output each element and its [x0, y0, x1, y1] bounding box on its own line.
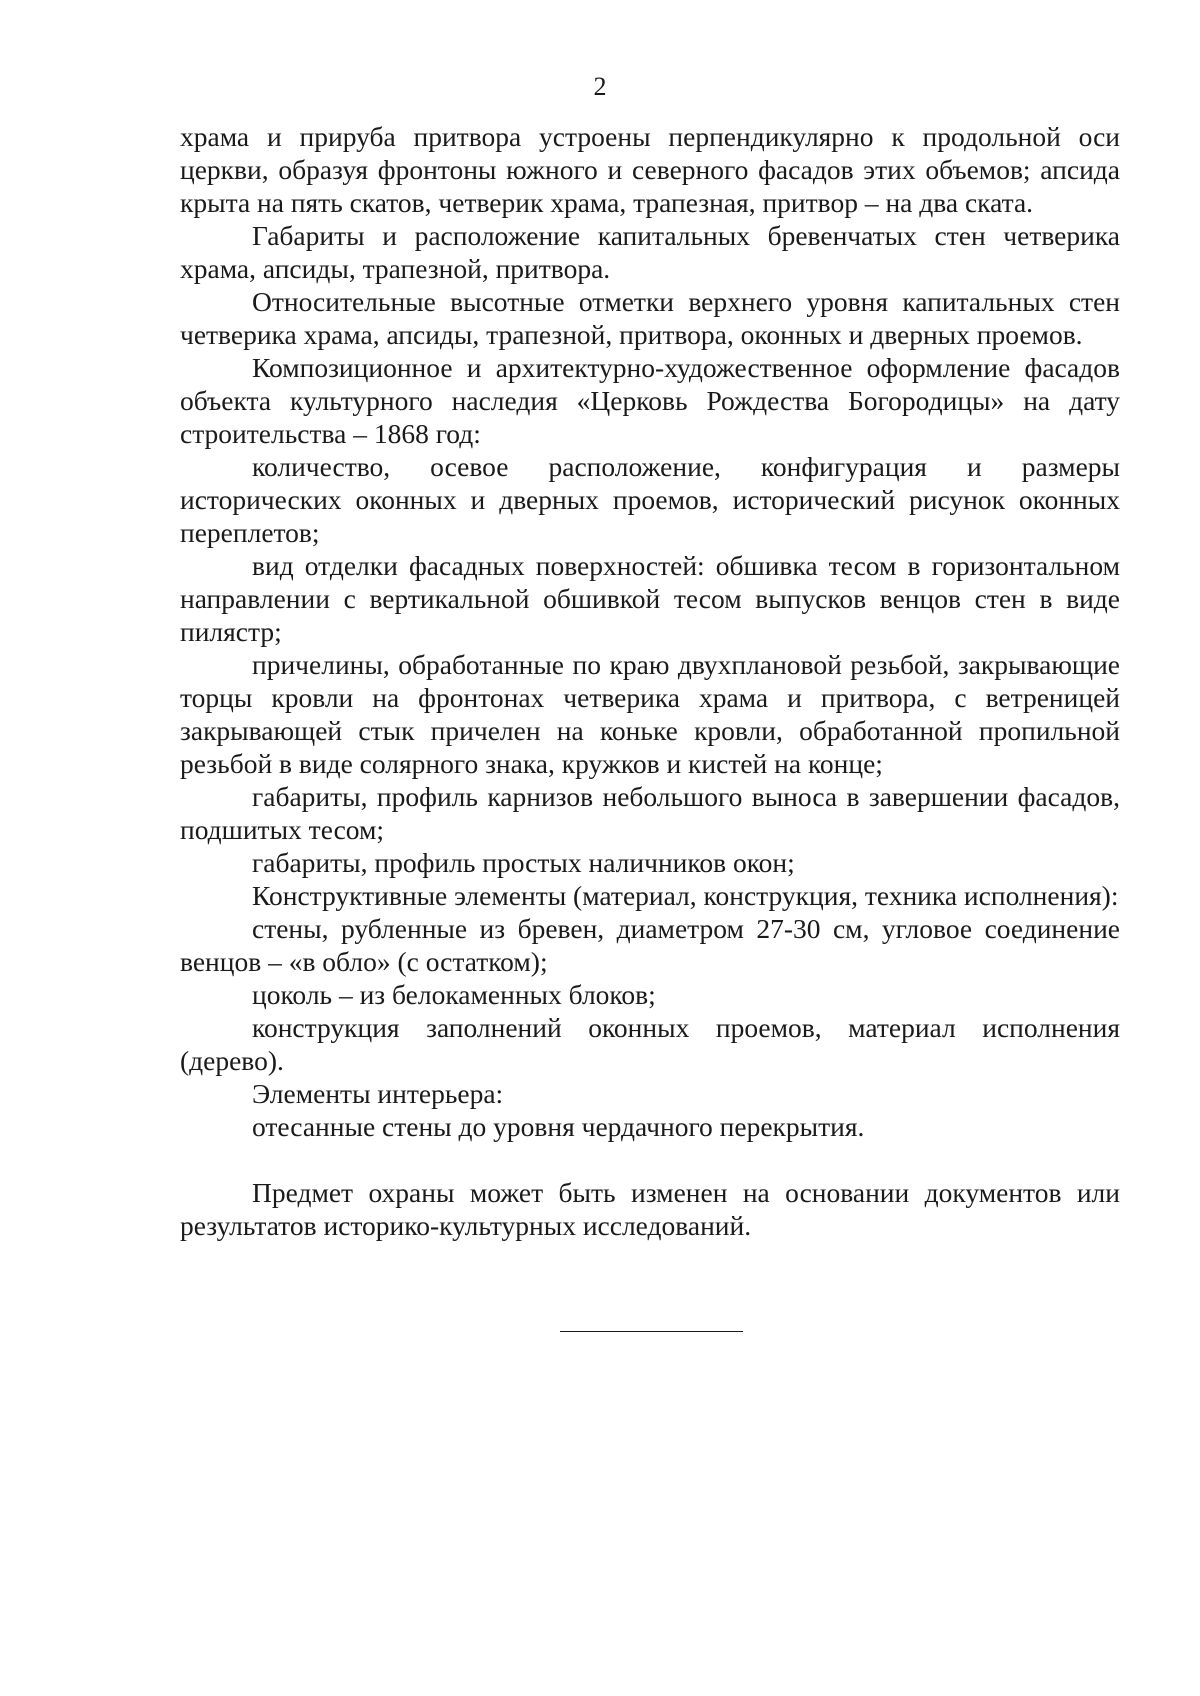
paragraph-hewn-walls: отесанные стены до уровня чердачного перекрытия. — [252, 1111, 865, 1142]
paragraph-structural-elements: Конструктивные элементы (материал, конструкция, техника исполнения): — [252, 880, 1119, 911]
paragraph-continuation: храма и прируба притвора устроены перпендикулярно к продольной оси церкви, образуя фронтоны южного и северного фасадов этих объемов; апсида крыта на пять скатов, четверик храма, трапезная, притвор – на два ската. — [180, 121, 1120, 218]
document-body — [180, 120, 1120, 1242]
paragraph-cornices: габариты, профиль карнизов небольшого выноса в завершении фасадов, подшитых тесом; — [180, 781, 1120, 845]
end-of-document-rule — [560, 1331, 743, 1332]
paragraph-plinth: цоколь – из белокаменных блоков; — [252, 979, 656, 1010]
paragraph-height-marks: Относительные высотные отметки верхнего уровня капитальных стен четверика храма, апсиды, трапезной, притвора, оконных и дверных проемов. — [180, 286, 1120, 350]
paragraph-log-walls: стены, рубленные из бревен, диаметром 27-30 см, угловое соединение венцов – «в обло» (с остатком); — [180, 913, 1120, 977]
paragraph-dimensions-walls: Габариты и расположение капитальных бревенчатых стен четверика храма, апсиды, трапезной, притвора. — [180, 220, 1120, 284]
paragraph-interior-heading: Элементы интерьера: — [252, 1078, 504, 1109]
paragraph-window-trim: габариты, профиль простых наличников окон; — [252, 847, 795, 878]
paragraph-barge-boards: причелины, обработанные по краю двухплановой резьбой, закрывающие торцы кровли на фронтонах четверика храма и притвора, с ветреницей закрывающей стык причелен на коньке кровли, обработанной пропильной резьбой в виде солярного знака, кружков и кистей на конце; — [180, 649, 1120, 779]
page-number: 2 — [593, 72, 607, 101]
paragraph-window-openings: количество, осевое расположение, конфигурация и размеры исторических оконных и дверных проемов, исторический рисунок оконных переплетов; — [180, 451, 1120, 548]
paragraph-facade-design: Композиционное и архитектурно-художественное оформление фасадов объекта культурного наследия «Церковь Рождества Богородицы» на дату строительства – 1868 год: — [180, 352, 1120, 449]
paragraph-facade-finish: вид отделки фасадных поверхностей: обшивка тесом в горизонтальном направлении с вертикальной обшивкой тесом выпусков венцов стен в виде пилястр; — [180, 550, 1120, 647]
paragraph-closing-note: Предмет охраны может быть изменен на основании документов или результатов историко-культурных исследований. — [180, 1177, 1120, 1241]
paragraph-window-fillings: конструкция заполнений оконных проемов, материал исполнения (дерево). — [180, 1012, 1120, 1076]
